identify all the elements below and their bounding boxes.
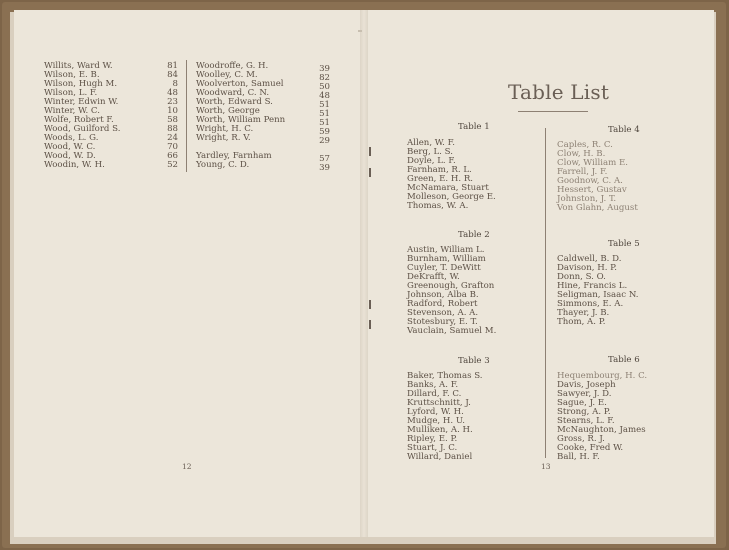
table-heading: Table 3 — [458, 356, 490, 366]
guest-name: Caldwell, B. D. — [557, 254, 622, 264]
table-heading: Table 4 — [608, 125, 640, 135]
guest-table-number: 29 — [319, 136, 330, 146]
page-corner-mark — [358, 30, 362, 32]
guest-table-number: 81 — [167, 61, 178, 71]
guest-name: Worth, Edward S. — [196, 97, 273, 107]
guest-name: Woolverton, Samuel — [196, 79, 284, 89]
guest-name: Molleson, George E. — [407, 192, 496, 202]
guest-name: Greenough, Grafton — [407, 281, 495, 291]
table-heading: Table 2 — [458, 230, 490, 240]
guest-table-number: 57 — [319, 154, 330, 164]
guest-table-number: 59 — [319, 127, 330, 137]
guest-name: Cooke, Fred W. — [557, 443, 624, 453]
guest-name: Goodnow, C. A. — [557, 176, 623, 186]
margin-mark — [369, 300, 371, 309]
guest-name: Farnham, R. L. — [407, 165, 472, 175]
guest-table-number: 52 — [167, 160, 178, 170]
guest-name: Davison, H. P. — [557, 263, 617, 273]
guest-name: Worth, George — [196, 106, 260, 116]
guest-name: Mulliken, A. H. — [407, 425, 473, 435]
guest-name: Woolley, C. M. — [196, 70, 258, 80]
guest-name: Dillard, F. C. — [407, 389, 462, 399]
column-divider — [186, 60, 187, 172]
page-title: Table List — [508, 80, 610, 104]
guest-name: Von Glahn, August — [557, 203, 638, 213]
guest-name: Kruttschnitt, J. — [407, 398, 471, 408]
guest-name: Hessert, Gustav — [557, 185, 627, 195]
guest-name: Woodroffe, G. H. — [196, 61, 269, 71]
guest-table-number: 10 — [167, 106, 178, 116]
guest-name: Mudge, H. U. — [407, 416, 466, 426]
guest-name: Baker, Thomas S. — [407, 371, 483, 381]
guest-name: Berg, L. S. — [407, 147, 453, 157]
guest-name: Thayer, J. B. — [557, 308, 610, 318]
title-underline — [518, 111, 588, 112]
guest-name: Woodward, C. N. — [196, 88, 270, 98]
guest-name: Wilson, L. F. — [44, 88, 98, 98]
guest-name: Worth, William Penn — [196, 115, 286, 125]
guest-name: Donn, S. O. — [557, 272, 606, 282]
column-divider — [545, 128, 546, 458]
guest-name: Stuart, J. C. — [407, 443, 458, 453]
guest-name: Thomas, W. A. — [407, 201, 469, 211]
guest-name: Wilson, Hugh M. — [44, 79, 118, 89]
guest-table-number: 84 — [167, 70, 178, 80]
guest-table-number: 88 — [167, 124, 178, 134]
guest-name: Young, C. D. — [196, 160, 250, 170]
guest-table-number: 24 — [167, 133, 178, 143]
guest-name: Banks, A. F. — [407, 380, 459, 390]
guest-name: Vauclain, Samuel M. — [407, 326, 497, 336]
guest-name: Allen, W. F. — [407, 138, 455, 148]
guest-name: Willard, Daniel — [407, 452, 473, 462]
guest-name: Wood, W. D. — [44, 151, 96, 161]
guest-name: Strong, A. P. — [557, 407, 611, 417]
guest-name: Hequembourg, H. C. — [557, 371, 648, 381]
page-number-left: 12 — [182, 462, 192, 471]
guest-name: Seligman, Isaac N. — [557, 290, 639, 300]
guest-table-number: 51 — [319, 109, 330, 119]
guest-name: Cuyler, T. DeWitt — [407, 263, 481, 273]
guest-table-number: 51 — [319, 100, 330, 110]
guest-name: Wolfe, Robert F. — [44, 115, 114, 125]
guest-name: Davis, Joseph — [557, 380, 616, 390]
guest-name: Clow, William E. — [557, 158, 628, 168]
guest-name: Wright, R. V. — [196, 133, 251, 143]
guest-table-number: 70 — [167, 142, 178, 152]
guest-name: Wood, W. C. — [44, 142, 96, 152]
guest-name: Wright, H. C. — [196, 124, 254, 134]
guest-name: Caples, R. C. — [557, 140, 613, 150]
guest-table-number: 82 — [319, 73, 330, 83]
guest-table-number: 51 — [319, 118, 330, 128]
guest-name: Sague, J. E. — [557, 398, 607, 408]
guest-name: Stearns, L. F. — [557, 416, 615, 426]
margin-mark — [369, 147, 371, 156]
table-heading: Table 6 — [608, 355, 640, 365]
guest-name: Hine, Francis L. — [557, 281, 628, 291]
guest-name: Johnson, Alba B. — [407, 290, 479, 300]
guest-name: Winter, Edwin W. — [44, 97, 119, 107]
guest-name: Johnston, J. T. — [557, 194, 617, 204]
guest-name: Sawyer, J. D. — [557, 389, 612, 399]
guest-name: Simmons, E. A. — [557, 299, 624, 309]
guest-name: Woods, L. G. — [44, 133, 99, 143]
guest-table-number: 48 — [167, 88, 178, 98]
guest-name: Farrell, J. F. — [557, 167, 608, 177]
guest-name: Ball, H. F. — [557, 452, 600, 462]
book-gutter — [360, 10, 368, 537]
guest-name: Thom, A. P. — [557, 317, 606, 327]
guest-table-number: 8 — [172, 79, 178, 89]
guest-name: Ripley, E. P. — [407, 434, 458, 444]
table-heading: Table 1 — [458, 122, 490, 132]
guest-name: Yardley, Farnham — [196, 151, 272, 161]
margin-mark — [369, 320, 371, 329]
guest-name: Gross, R. J. — [557, 434, 605, 444]
page-number-right: 13 — [541, 462, 551, 471]
guest-table-number: 39 — [319, 64, 330, 74]
guest-name: Burnham, William — [407, 254, 486, 264]
guest-name: Stotesbury, E. T. — [407, 317, 478, 327]
guest-table-number: 23 — [167, 97, 178, 107]
table-heading: Table 5 — [608, 239, 640, 249]
guest-table-number: 48 — [319, 91, 330, 101]
guest-name: McNamara, Stuart — [407, 183, 489, 193]
guest-name: DeKrafft, W. — [407, 272, 460, 282]
guest-name: McNaughton, James — [557, 425, 646, 435]
guest-name: Austin, William L. — [407, 245, 485, 255]
guest-name: Willits, Ward W. — [44, 61, 113, 71]
guest-table-number: 66 — [167, 151, 178, 161]
margin-mark — [369, 168, 371, 177]
guest-name: Wood, Guilford S. — [44, 124, 121, 134]
guest-name: Lyford, W. H. — [407, 407, 464, 417]
guest-name: Wilson, E. B. — [44, 70, 100, 80]
guest-table-number: 50 — [319, 82, 330, 92]
guest-name: Clow, H. B. — [557, 149, 606, 159]
guest-table-number: 58 — [167, 115, 178, 125]
guest-name: Radford, Robert — [407, 299, 478, 309]
guest-name: Winter, W. C. — [44, 106, 100, 116]
guest-name: Stevenson, A. A. — [407, 308, 479, 318]
guest-name: Woodin, W. H. — [44, 160, 105, 170]
guest-name: Green, E. H. R. — [407, 174, 474, 184]
guest-table-number: 39 — [319, 163, 330, 173]
guest-name: Doyle, L. F. — [407, 156, 456, 166]
